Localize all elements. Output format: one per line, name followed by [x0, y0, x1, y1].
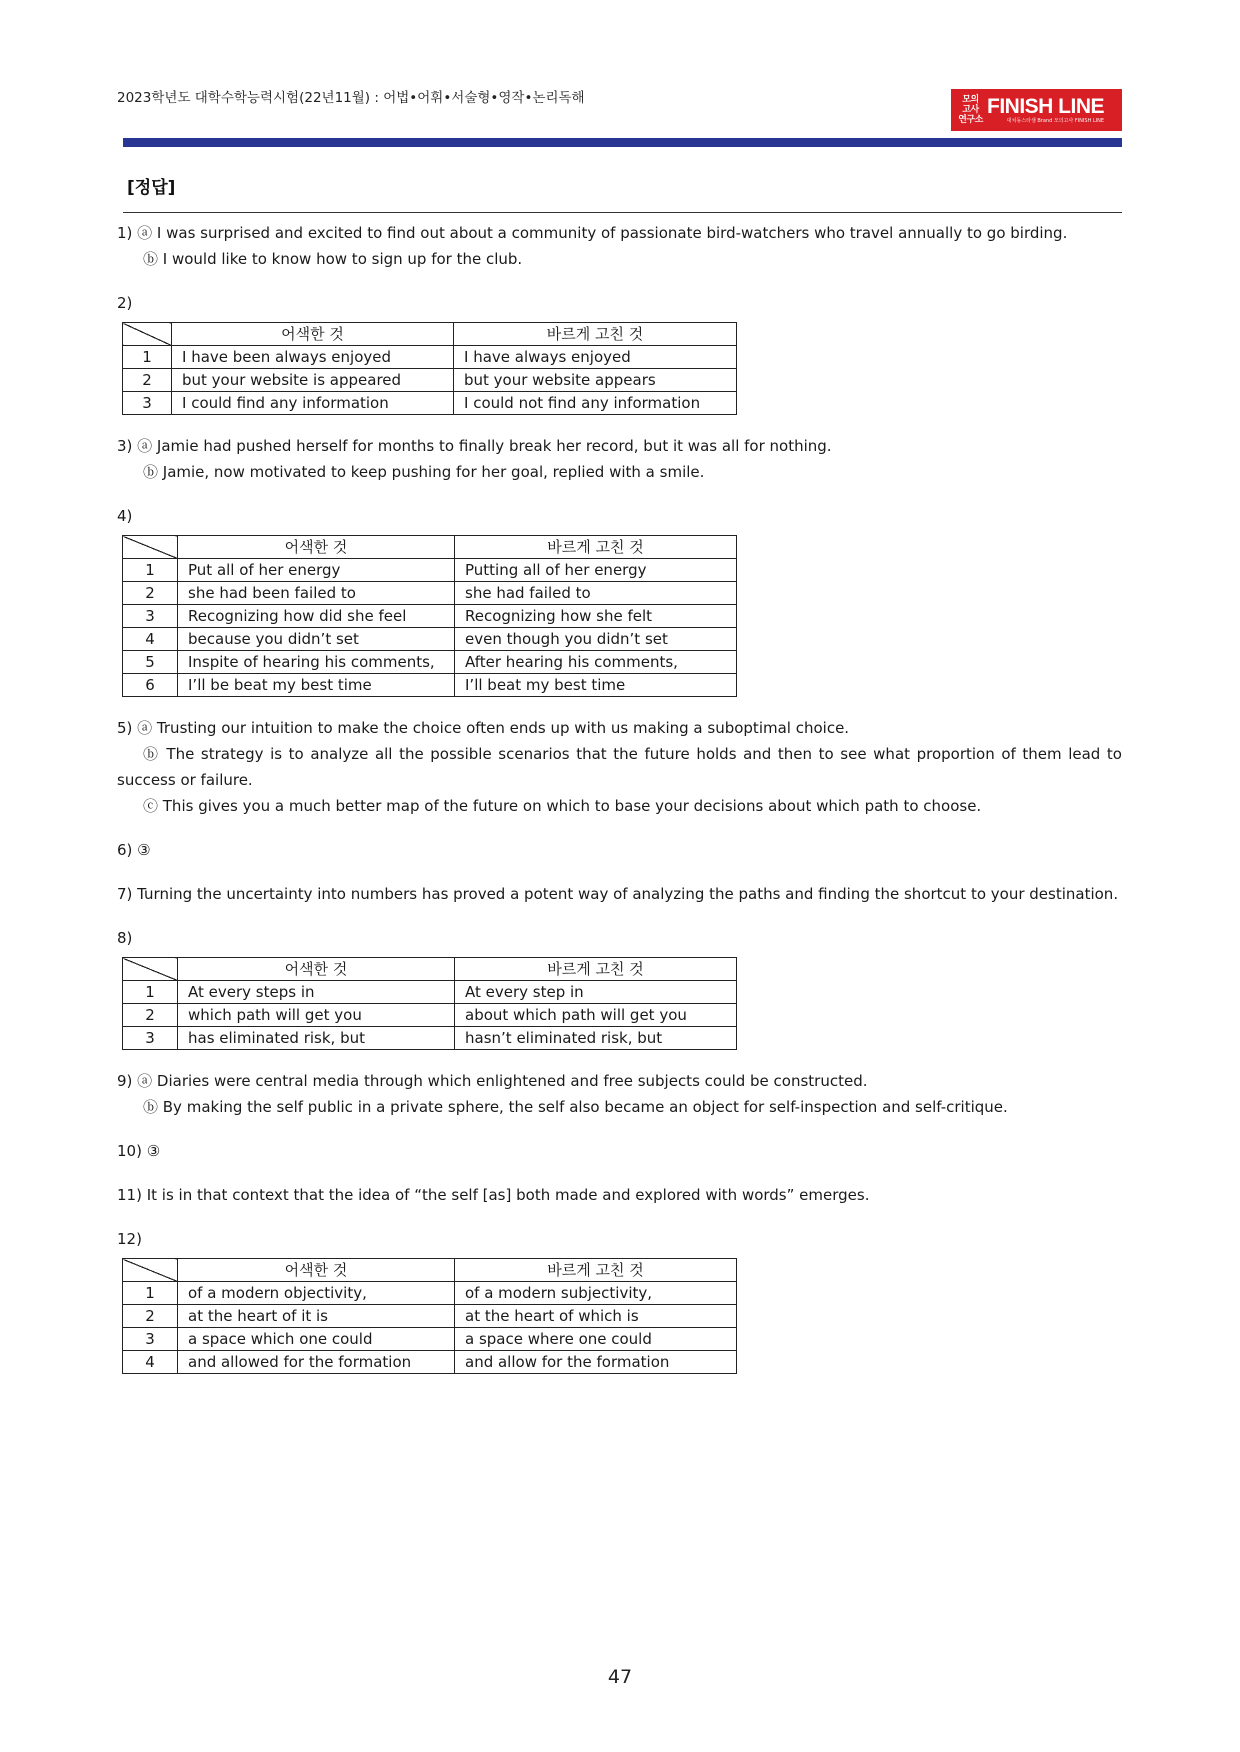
col-header-right: 바르게 고친 것 — [455, 1259, 737, 1282]
table-row — [123, 582, 737, 605]
row-number: 1 — [123, 981, 178, 1004]
col-header-wrong: 어색한 것 — [172, 323, 454, 346]
row-number: 3 — [123, 1027, 178, 1050]
answer-5a: 5) ⓐ Trusting our intuition to make the choice often ends up with us making a suboptimal choice. — [117, 719, 850, 737]
logo-main-text: FINISH LINE — [987, 94, 1105, 118]
wrong-cell: I could find any information — [172, 392, 454, 415]
table-row — [123, 392, 737, 415]
table-row — [123, 1282, 737, 1305]
answer-11: 11) It is in that context that the idea of “the self [as] both made and explored with words” emerges. — [117, 1186, 870, 1204]
row-number: 2 — [123, 1004, 178, 1027]
section-divider — [123, 212, 1122, 213]
answer-9a: 9) ⓐ Diaries were central media through which enlightened and free subjects could be constructed. — [117, 1072, 868, 1090]
answer-3b: ⓑ Jamie, now motivated to keep pushing for her goal, replied with a smile. — [143, 463, 705, 481]
answer-2-label: 2) — [117, 294, 133, 312]
wrong-cell: has eliminated risk, but — [178, 1027, 455, 1050]
right-cell: I’ll beat my best time — [455, 674, 737, 697]
wrong-cell: but your website is appeared — [172, 369, 454, 392]
answer-4-table — [122, 535, 737, 697]
wrong-cell: because you didn’t set — [178, 628, 455, 651]
section-title: [정답] — [127, 178, 176, 198]
table-row — [123, 674, 737, 697]
table-row — [123, 1328, 737, 1351]
col-header-right: 바르게 고친 것 — [455, 958, 737, 981]
header-bar — [123, 138, 1122, 147]
wrong-cell: I have been always enjoyed — [172, 346, 454, 369]
logo-sub-text: 대치동스타샘 Brand 모의고사 FINISH LINE — [1006, 117, 1105, 124]
answer-1b: ⓑ I would like to know how to sign up for the club. — [143, 250, 523, 268]
row-number: 3 — [123, 605, 178, 628]
right-cell: At every step in — [455, 981, 737, 1004]
right-cell: about which path will get you — [455, 1004, 737, 1027]
table-corner — [123, 536, 178, 559]
row-number: 2 — [123, 582, 178, 605]
col-header-right: 바르게 고친 것 — [454, 323, 737, 346]
right-cell: she had failed to — [455, 582, 737, 605]
table-row — [123, 1351, 737, 1374]
right-cell: even though you didn’t set — [455, 628, 737, 651]
answer-6: 6) ③ — [117, 841, 151, 859]
answer-9b: ⓑ By making the self public in a private sphere, the self also became an object for self-inspection and self-critique. — [143, 1098, 1008, 1116]
answer-10: 10) ③ — [117, 1142, 161, 1160]
table-row — [123, 605, 737, 628]
right-cell: I have always enjoyed — [454, 346, 737, 369]
col-header-wrong: 어색한 것 — [178, 958, 455, 981]
answer-2-table — [122, 322, 737, 415]
wrong-cell: a space which one could — [178, 1328, 455, 1351]
row-number: 1 — [123, 1282, 178, 1305]
answer-12-table — [122, 1258, 737, 1374]
logo-badge: 모의 고사 연구소 — [958, 95, 983, 125]
wrong-cell: at the heart of it is — [178, 1305, 455, 1328]
table-row — [123, 651, 737, 674]
row-number: 3 — [123, 392, 172, 415]
table-corner — [123, 1259, 178, 1282]
answer-12-label: 12) — [117, 1230, 142, 1248]
wrong-cell: which path will get you — [178, 1004, 455, 1027]
row-number: 3 — [123, 1328, 178, 1351]
answer-5c: ⓒ This gives you a much better map of the future on which to base your decisions about which path to choose. — [143, 797, 982, 815]
table-row — [123, 559, 737, 582]
table-corner — [123, 323, 172, 346]
right-cell: After hearing his comments, — [455, 651, 737, 674]
answer-1a: 1) ⓐ I was surprised and excited to find out about a community of passionate bird-watchers who travel annually to go birding. — [117, 224, 1068, 242]
table-row — [123, 1305, 737, 1328]
table-row — [123, 628, 737, 651]
wrong-cell: Inspite of hearing his comments, — [178, 651, 455, 674]
row-number: 4 — [123, 628, 178, 651]
wrong-cell: and allowed for the formation — [178, 1351, 455, 1374]
row-number: 4 — [123, 1351, 178, 1374]
answer-8-table — [122, 957, 737, 1050]
table-row — [123, 1027, 737, 1050]
table-row — [123, 1004, 737, 1027]
row-number: 6 — [123, 674, 178, 697]
header-title: 2023학년도 대학수학능력시험(22년11월) : 어법•어휘•서술형•영작•논리독해 — [117, 90, 585, 106]
right-cell: at the heart of which is — [455, 1305, 737, 1328]
row-number: 2 — [123, 369, 172, 392]
right-cell: Recognizing how she felt — [455, 605, 737, 628]
finish-line-logo — [951, 89, 1122, 131]
right-cell: a space where one could — [455, 1328, 737, 1351]
row-number: 5 — [123, 651, 178, 674]
row-number: 1 — [123, 559, 178, 582]
right-cell: Putting all of her energy — [455, 559, 737, 582]
wrong-cell: of a modern objectivity, — [178, 1282, 455, 1305]
answer-4-label: 4) — [117, 507, 133, 525]
wrong-cell: I’ll be beat my best time — [178, 674, 455, 697]
col-header-right: 바르게 고친 것 — [455, 536, 737, 559]
row-number: 2 — [123, 1305, 178, 1328]
right-cell: I could not find any information — [454, 392, 737, 415]
row-number: 1 — [123, 346, 172, 369]
answer-5b: ⓑ The strategy is to analyze all the possible scenarios that the future holds and then to see what proportion of them lead to success or failure. — [117, 745, 1122, 789]
right-cell: but your website appears — [454, 369, 737, 392]
wrong-cell: Recognizing how did she feel — [178, 605, 455, 628]
right-cell: of a modern subjectivity, — [455, 1282, 737, 1305]
wrong-cell: Put all of her energy — [178, 559, 455, 582]
table-corner — [123, 958, 178, 981]
wrong-cell: At every steps in — [178, 981, 455, 1004]
wrong-cell: she had been failed to — [178, 582, 455, 605]
answer-7: 7) Turning the uncertainty into numbers has proved a potent way of analyzing the paths and finding the shortcut to your destination. — [117, 885, 1119, 903]
answer-3a: 3) ⓐ Jamie had pushed herself for months to finally break her record, but it was all for nothing. — [117, 437, 832, 455]
answer-8-label: 8) — [117, 929, 133, 947]
answer-content — [117, 220, 1122, 1374]
right-cell: hasn’t eliminated risk, but — [455, 1027, 737, 1050]
table-row — [123, 346, 737, 369]
col-header-wrong: 어색한 것 — [178, 1259, 455, 1282]
page-number: 47 — [607, 1666, 633, 1688]
col-header-wrong: 어색한 것 — [178, 536, 455, 559]
table-row — [123, 369, 737, 392]
right-cell: and allow for the formation — [455, 1351, 737, 1374]
table-row — [123, 981, 737, 1004]
